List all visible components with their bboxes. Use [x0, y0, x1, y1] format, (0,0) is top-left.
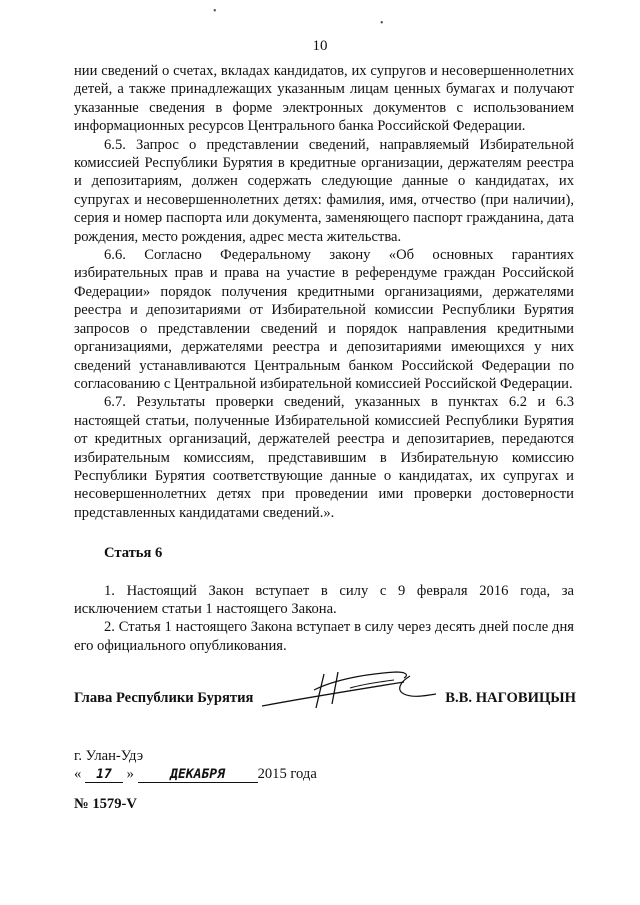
date-close-quote: » [126, 766, 134, 782]
paragraph-6-5: 6.5. Запрос о представлении сведений, направляемый Избирательной комиссией Республики Бурятия в кредитные организации, держателям реестра и депозитариям, должен содержать следующие данные о кандидатах, их супругах и несовершеннолетних детях: фамилия, имя, отчество (при наличии), серия и номер паспорта или документа, заменяющего паспорт гражданина, дата рождения, место рождения, адрес места жительства. [74, 136, 574, 245]
place-of-signing: г. Улан-Удэ [74, 748, 144, 764]
signing-date [74, 766, 317, 783]
article-paragraph-1: 1. Настоящий Закон вступает в силу с 9 февраля 2016 года, за исключением статьи 1 настоящего Закона. [74, 582, 574, 617]
date-year: 2015 года [257, 766, 317, 782]
paragraph-6-7: 6.7. Результаты проверки сведений, указанных в пунктах 6.2 и 6.3 настоящей статьи, полученные Избирательной комиссией Республики Бурятия от кредитных организаций, держателей реестра и депозитариев, передаются избирательным комиссиям, представившим в Избирательную комиссию Республики Бурятия соответствующие данные о кандидатах, их супругах и несовершеннолетних детях при проведении ими проверки достоверности представленных кандидатами сведений.». [74, 394, 574, 521]
paragraph-6-6: 6.6. Согласно Федеральному закону «Об основных гарантиях избирательных прав и права на участие в референдуме граждан Российской Федерации» порядок получения кредитными организациями, держателями реестра и депозитариями от Избирательной комиссии Республики Бурятия запросов о представлении сведений и порядок направления кредитными организациями, держателями реестра и депозитариями имеющихся у них сведений устанавливаются Центральным банком Российской Федерации по согласованию с Центральной избирательной комиссией Российской Федерации. [74, 247, 574, 392]
date-month: ДЕКАБРЯ [138, 767, 258, 783]
handwritten-signature [254, 668, 444, 718]
page-number: 10 [312, 38, 328, 54]
date-open-quote: « [74, 766, 82, 782]
paragraph-continuation: нии сведений о счетах, вкладах кандидатов, их супругов и несовершеннолетних детей, а также принадлежащих указанным лицам ценных бумагах и получают указанные сведения в форме электронных документов с использованием информационных ресурсов Центрального банка Российской Федерации. [74, 63, 574, 135]
article-heading: Статья 6 [104, 545, 163, 562]
law-number: № 1579-V [74, 796, 137, 812]
scan-mark: • [213, 6, 217, 17]
date-day: 17 [85, 767, 123, 783]
signature-block [74, 686, 576, 726]
signatory-name: В.В. НАГОВИЦЫН [445, 690, 576, 706]
scan-mark: • [380, 18, 384, 29]
document-body [74, 62, 574, 655]
signatory-position: Глава Республики Бурятия [74, 690, 254, 706]
article-paragraph-2: 2. Статья 1 настоящего Закона вступает в силу через десять дней после дня его официального опубликования. [74, 619, 574, 654]
